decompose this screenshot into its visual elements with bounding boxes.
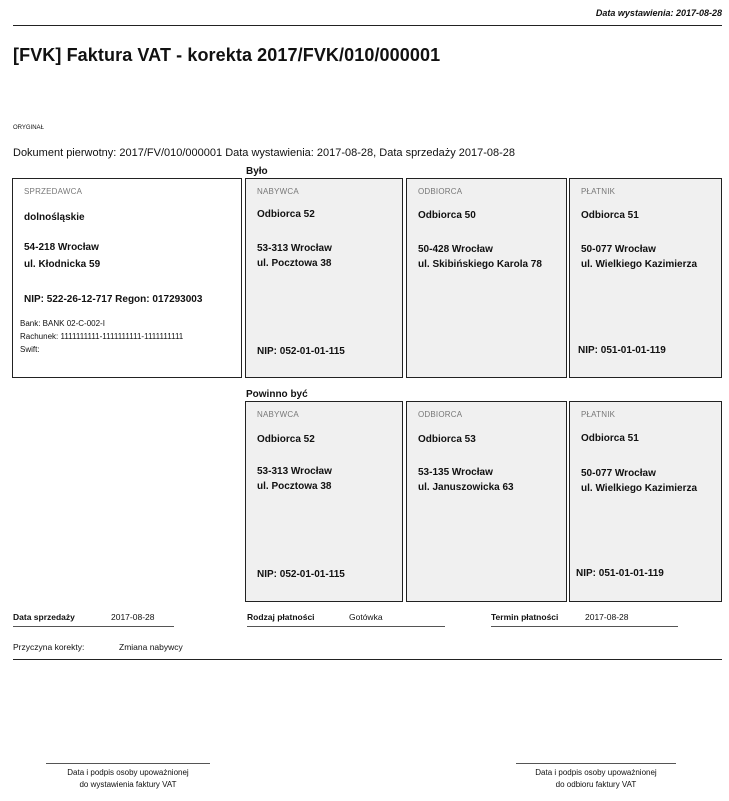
sale-date-value: 2017-08-28 [111,612,155,622]
seller-street: ul. Kłodnicka 59 [24,259,101,270]
was-recipient-box [406,178,567,378]
should-be-recipient-city: 53-135 Wrocław [418,467,493,478]
was-payer-street: ul. Wielkiego Kazimierza [581,259,698,270]
should-be-payer-name: Odbiorca 51 [581,433,639,444]
was-recipient-street: ul. Skibińskiego Karola 78 [418,259,542,270]
payment-type-label: Rodzaj płatności [247,612,315,622]
section-was-label: Było [246,166,268,177]
document-title: [FVK] Faktura VAT - korekta 2017/FVK/010/000001 [13,45,441,65]
payment-due-underline [491,626,678,627]
was-buyer-name: Odbiorca 52 [257,209,315,220]
original-document-info: Dokument pierwotny: 2017/FV/010/000001 Data wystawienia: 2017-08-28, Data sprzedaży 2017-08-28 [13,147,516,159]
was-recipient-city: 50-428 Wrocław [418,244,493,255]
was-payer-name: Odbiorca 51 [581,210,639,221]
receiver-signature-line [516,763,676,764]
original-label: ORYGINAŁ [13,125,44,131]
footer-divider [13,659,722,660]
payment-due-label: Termin płatności [491,612,559,622]
was-recipient-label: ODBIORCA [418,187,463,196]
should-be-buyer-city: 53-313 Wrocław [257,466,332,477]
section-should-be-label: Powinno być [246,389,308,400]
issuer-signature-line1: Data i podpis osoby upoważnionej [67,768,189,777]
sale-date-label: Data sprzedaży [13,612,75,622]
was-buyer-nip: NIP: 052-01-01-115 [257,346,345,357]
was-buyer-city: 53-313 Wrocław [257,243,332,254]
issue-date: Data wystawienia: 2017-08-28 [595,8,722,18]
was-buyer-label: NABYWCA [257,187,299,196]
was-recipient-name: Odbiorca 50 [418,210,476,221]
was-buyer-street: ul. Pocztowa 38 [257,258,332,269]
seller-box [12,178,242,378]
should-be-buyer-label: NABYWCA [257,410,299,419]
payment-type-value: Gotówka [349,612,383,622]
receiver-signature-line2: do odbioru faktury VAT [555,780,637,789]
correction-reason-value: Zmiana nabywcy [119,642,183,652]
should-be-buyer-nip: NIP: 052-01-01-115 [257,569,345,580]
issuer-signature-line2: do wystawienia faktury VAT [79,780,177,789]
seller-label: SPRZEDAWCA [24,187,83,196]
correction-reason-label: Przyczyna korekty: [13,642,85,652]
should-be-payer-street: ul. Wielkiego Kazimierza [581,483,698,494]
should-be-recipient-label: ODBIORCA [418,410,463,419]
receiver-signature-caption [516,767,676,791]
should-be-recipient-name: Odbiorca 53 [418,434,476,445]
should-be-payer-city: 50-077 Wrocław [581,468,656,479]
seller-name: dolnośląskie [24,212,85,223]
was-payer-city: 50-077 Wrocław [581,244,656,255]
issuer-signature-caption [46,767,210,791]
should-be-payer-label: PŁATNIK [581,410,616,419]
seller-ids: NIP: 522-26-12-717 Regon: 017293003 [24,294,203,305]
should-be-buyer-street: ul. Pocztowa 38 [257,481,332,492]
should-be-buyer-box [245,401,403,602]
should-be-recipient-box [406,401,567,602]
seller-swift: Swift: [20,345,40,354]
payment-type-underline [247,626,445,627]
should-be-payer-box [569,401,722,602]
should-be-buyer-name: Odbiorca 52 [257,434,315,445]
was-payer-label: PŁATNIK [581,187,616,196]
receiver-signature-line1: Data i podpis osoby upoważnionej [535,768,657,777]
should-be-payer-nip: NIP: 051-01-01-119 [576,568,664,579]
header-divider [13,25,722,26]
sale-date-underline [13,626,174,627]
issuer-signature-line [46,763,210,764]
seller-city: 54-218 Wrocław [24,242,99,253]
was-payer-nip: NIP: 051-01-01-119 [578,345,666,356]
was-payer-box [569,178,722,378]
payment-due-value: 2017-08-28 [585,612,629,622]
should-be-recipient-street: ul. Januszowicka 63 [418,482,514,493]
was-buyer-box [245,178,403,378]
seller-bank: Bank: BANK 02-C-002-I [20,319,105,328]
seller-account: Rachunek: 1111111111-1111111111-1111111111 [20,332,184,341]
